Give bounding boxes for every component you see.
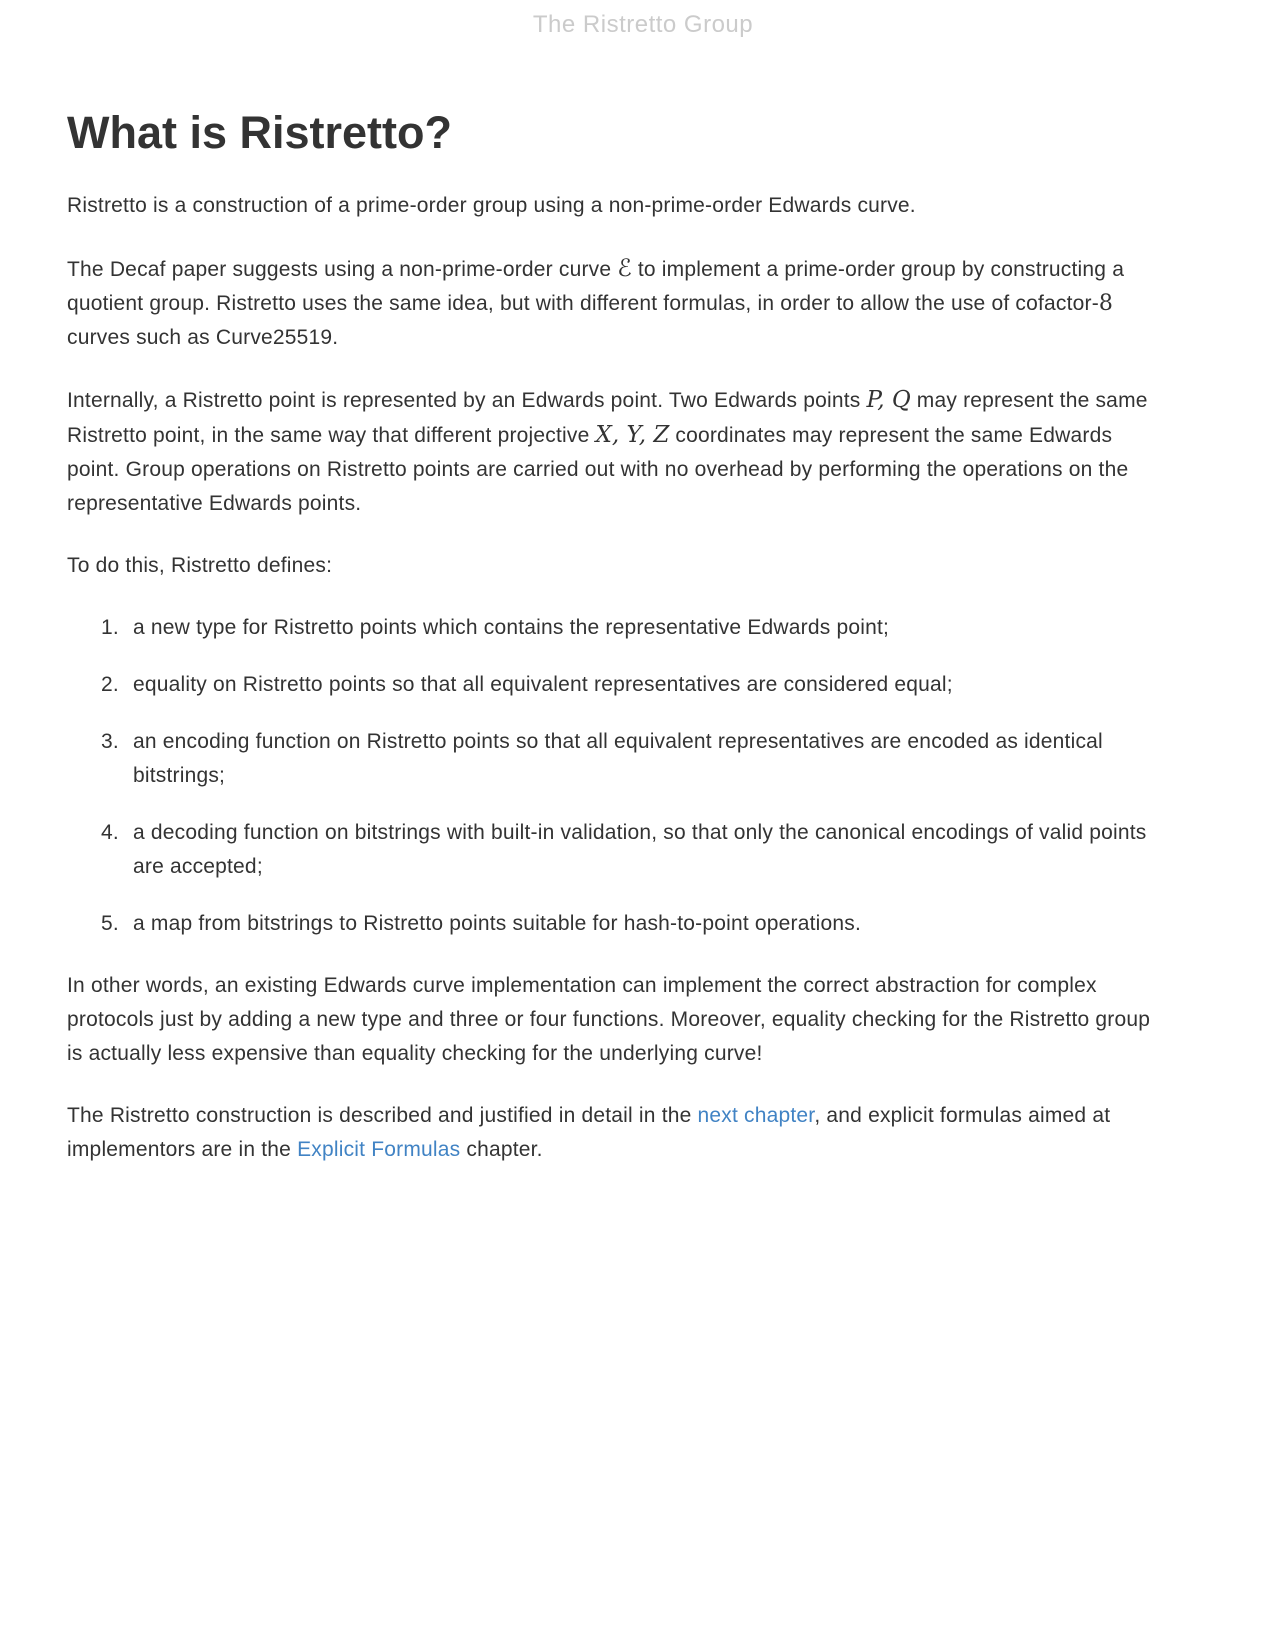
math-cofactor-8: 8 [1098, 291, 1113, 316]
math-points-pq: P, Q [866, 387, 911, 413]
definition-item-3: 3. an encoding function on Ristretto points so that all equivalent representatives are encoded as identical bitstrings; [125, 725, 1160, 793]
internals-text-c: coordinates may represent the same Edwards point. Group operations on Ristretto points are carried out with no overhead by performing the operations on the representative Edwards points. [67, 424, 1129, 515]
conclusion-text: In other words, an existing Edwards curve implementation can implement the correct abstraction for complex protocols just by adding a new type and three or four functions. Moreover, equality checking for the Ristretto group is actually less expensive than equality checking for the underlying curve! [67, 974, 1151, 1065]
definition-item-1: 1. a new type for Ristretto points which contains the representative Edwards point; [125, 611, 1160, 645]
links-paragraph [67, 1099, 1160, 1167]
definitions-list [67, 611, 1160, 941]
conclusion-paragraph [67, 969, 1160, 1071]
definition-item-4: 4. a decoding function on bitstrings with built-in validation, so that only the canonical encodings of valid points are accepted; [125, 816, 1160, 884]
definition-item-2: 2. equality on Ristretto points so that all equivalent representatives are considered equal; [125, 668, 1160, 702]
links-text-c: chapter. [460, 1138, 543, 1161]
book-title: The Ristretto Group [532, 11, 754, 38]
decaf-text-b: to implement a prime-order group by constructing a quotient group. Ristretto uses the same idea, but with different formulas, in order to allow the use of cofactor- [67, 258, 1125, 315]
internals-text-a: Internally, a Ristretto point is represented by an Edwards point. Two Edwards points [67, 389, 867, 412]
math-curve-e: ℰ [617, 254, 632, 282]
internals-text-b: may represent the same Ristretto point, in the same way that different projective [67, 389, 1148, 447]
links-text-a: The Ristretto construction is described and justified in detail in the [67, 1104, 698, 1127]
decaf-paragraph [67, 251, 1160, 355]
page-content [67, 105, 1160, 1167]
math-coords-xyz: X, Y, Z [595, 422, 670, 448]
links-text-b: , and explicit formulas aimed at implementors are in the [67, 1104, 1111, 1161]
intro-paragraph [67, 189, 1160, 223]
decaf-text-a: The Decaf paper suggests using a non-prime-order curve [67, 258, 618, 281]
decaf-text-c: curves such as Curve25519. [67, 326, 339, 349]
definition-item-5: 5. a map from bitstrings to Ristretto points suitable for hash-to-point operations. [125, 907, 1160, 941]
page-header [0, 0, 1286, 50]
internals-paragraph [67, 383, 1160, 521]
next-chapter-link[interactable]: next chapter [697, 1104, 815, 1127]
defines-intro-paragraph [67, 549, 1160, 583]
intro-text: Ristretto is a construction of a prime-order group using a non-prime-order Edwards curve. [67, 194, 916, 217]
explicit-formulas-link[interactable]: Explicit Formulas [297, 1138, 461, 1161]
defines-intro-text: To do this, Ristretto defines: [67, 554, 333, 577]
page-title: What is Ristretto? [67, 107, 453, 158]
